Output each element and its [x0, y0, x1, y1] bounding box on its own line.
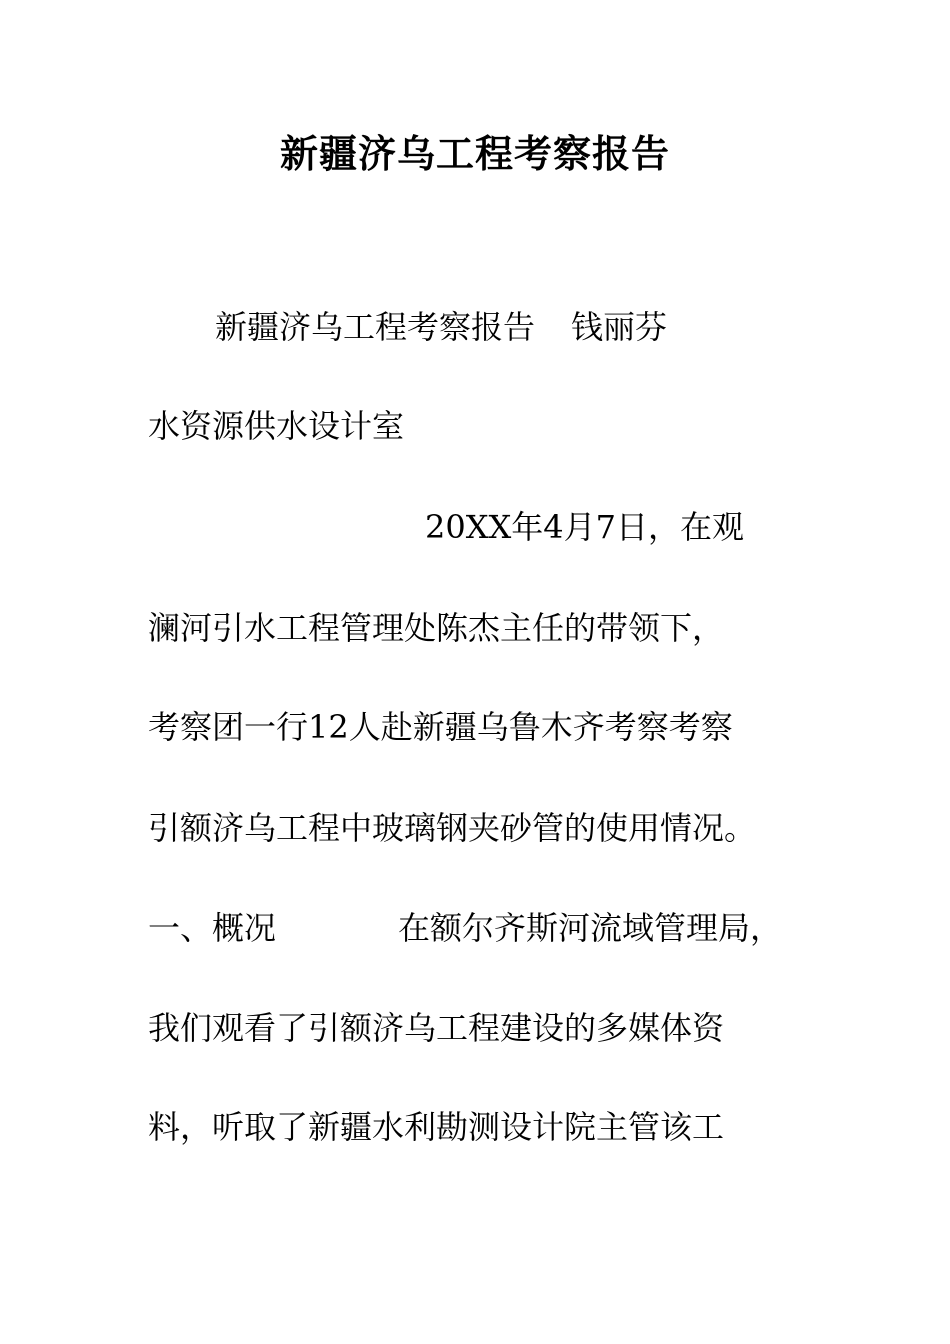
- paragraph-line: 我们观看了引额济乌工程建设的多媒体资: [148, 1009, 725, 1047]
- department-line: 水资源供水设计室: [148, 407, 405, 445]
- paragraph-line: 引额济乌工程中玻璃钢夹砂管的使用情况。: [148, 809, 757, 847]
- author-name: 钱丽芬: [571, 308, 668, 346]
- subtitle-line: [215, 305, 667, 349]
- paragraph-line: 考察团一行12人赴新疆乌鲁木齐考察考察: [148, 708, 733, 746]
- paragraph-line: 澜河引水工程管理处陈杰主任的带领下，: [148, 609, 725, 647]
- section-line: [148, 906, 782, 950]
- document-title: 新疆济乌工程考察报告: [279, 131, 670, 176]
- paragraph-line: 料，听取了新疆水利勘测设计院主管该工: [148, 1108, 725, 1146]
- report-name: 新疆济乌工程考察报告: [215, 308, 536, 346]
- section-text: 在额尔齐斯河流域管理局，: [398, 909, 783, 947]
- paragraph-line: 20XX年4月7日，在观: [425, 508, 745, 546]
- section-heading: 一、概况: [148, 909, 277, 947]
